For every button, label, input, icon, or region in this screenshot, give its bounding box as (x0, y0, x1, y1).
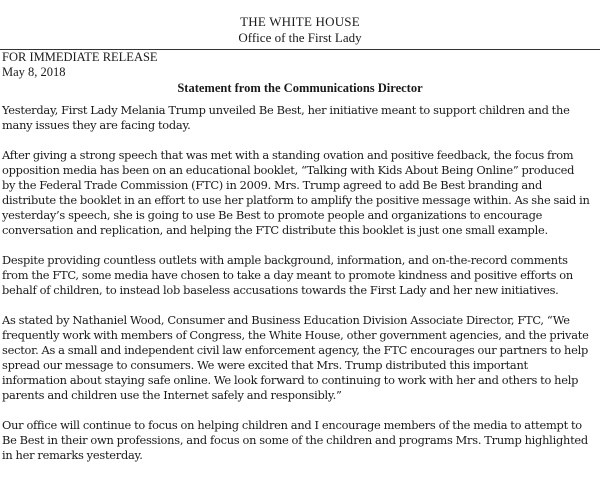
paragraph-line: Our office will continue to focus on helping children and I encourage members of the media to attempt to (2, 418, 582, 432)
paragraph-line: from the FTC, some media have chosen to take a day meant to promote kindness and positive efforts on (2, 268, 573, 282)
paragraph-line: Despite providing countless outlets with ample background, information, and on-the-record comments (2, 253, 568, 267)
paragraph-line: parents and children use the Internet safely and responsibly.” (2, 388, 342, 402)
paragraph (2, 418, 598, 463)
paragraph-line: Be Best in their own professions, and focus on some of the children and programs Mrs. Trump highlighted (2, 433, 588, 447)
statement-title: Statement from the Communications Director (177, 81, 423, 95)
paragraph-line: yesterday’s speech, she is going to use Be Best to promote people and organizations to encourage (2, 208, 543, 222)
paragraph-line: As stated by Nathaniel Wood, Consumer and Business Education Division Associate Director, FTC, “We (2, 313, 570, 327)
paragraph-line: in her remarks yesterday. (2, 448, 143, 462)
paragraph-line: opposition media has been on an educational booklet, “Talking with Kids About Being Online” produced (2, 163, 575, 177)
paragraph-line: Yesterday, First Lady Melania Trump unveiled Be Best, her initiative meant to support children and the (2, 103, 570, 117)
paragraph-line: spread our message to consumers. We were excited that Mrs. Trump distributed this important (2, 358, 528, 372)
statement-body (2, 103, 598, 478)
paragraph (2, 313, 598, 403)
paragraph-line: many issues they are facing today. (2, 118, 191, 132)
paragraph-line: information about staying safe online. We look forward to continuing to work with her and others to help (2, 373, 579, 387)
paragraph-line: sector. As a small and independent civil law enforcement agency, the FTC encourages our partners to help (2, 343, 589, 357)
paragraph (2, 103, 598, 133)
paragraph-line: After giving a strong speech that was met with a standing ovation and positive feedback, the focus from (2, 148, 574, 162)
letterhead-org: THE WHITE HOUSE (240, 14, 360, 29)
release-date: May 8, 2018 (2, 65, 66, 79)
release-label: FOR IMMEDIATE RELEASE (2, 50, 158, 64)
paragraph-line: by the Federal Trade Commission (FTC) in 2009. Mrs. Trump agreed to add Be Best branding and (2, 178, 542, 192)
paragraph-line: frequently work with members of Congress, the White House, other government agencies, and the private (2, 328, 589, 342)
letterhead (0, 14, 600, 46)
paragraph-line: distribute the booklet in an effort to use her platform to amplify the positive message within. As she said in (2, 193, 590, 207)
paragraph (2, 148, 598, 238)
paragraph-line: conversation and replication, and helping the FTC distribute this booklet is just one small example. (2, 223, 548, 237)
paragraph (2, 253, 598, 298)
release-info (2, 50, 158, 80)
paragraph-line: behalf of children, to instead lob baseless accusations towards the First Lady and her new initiatives. (2, 283, 559, 297)
letterhead-office: Office of the First Lady (238, 30, 362, 45)
